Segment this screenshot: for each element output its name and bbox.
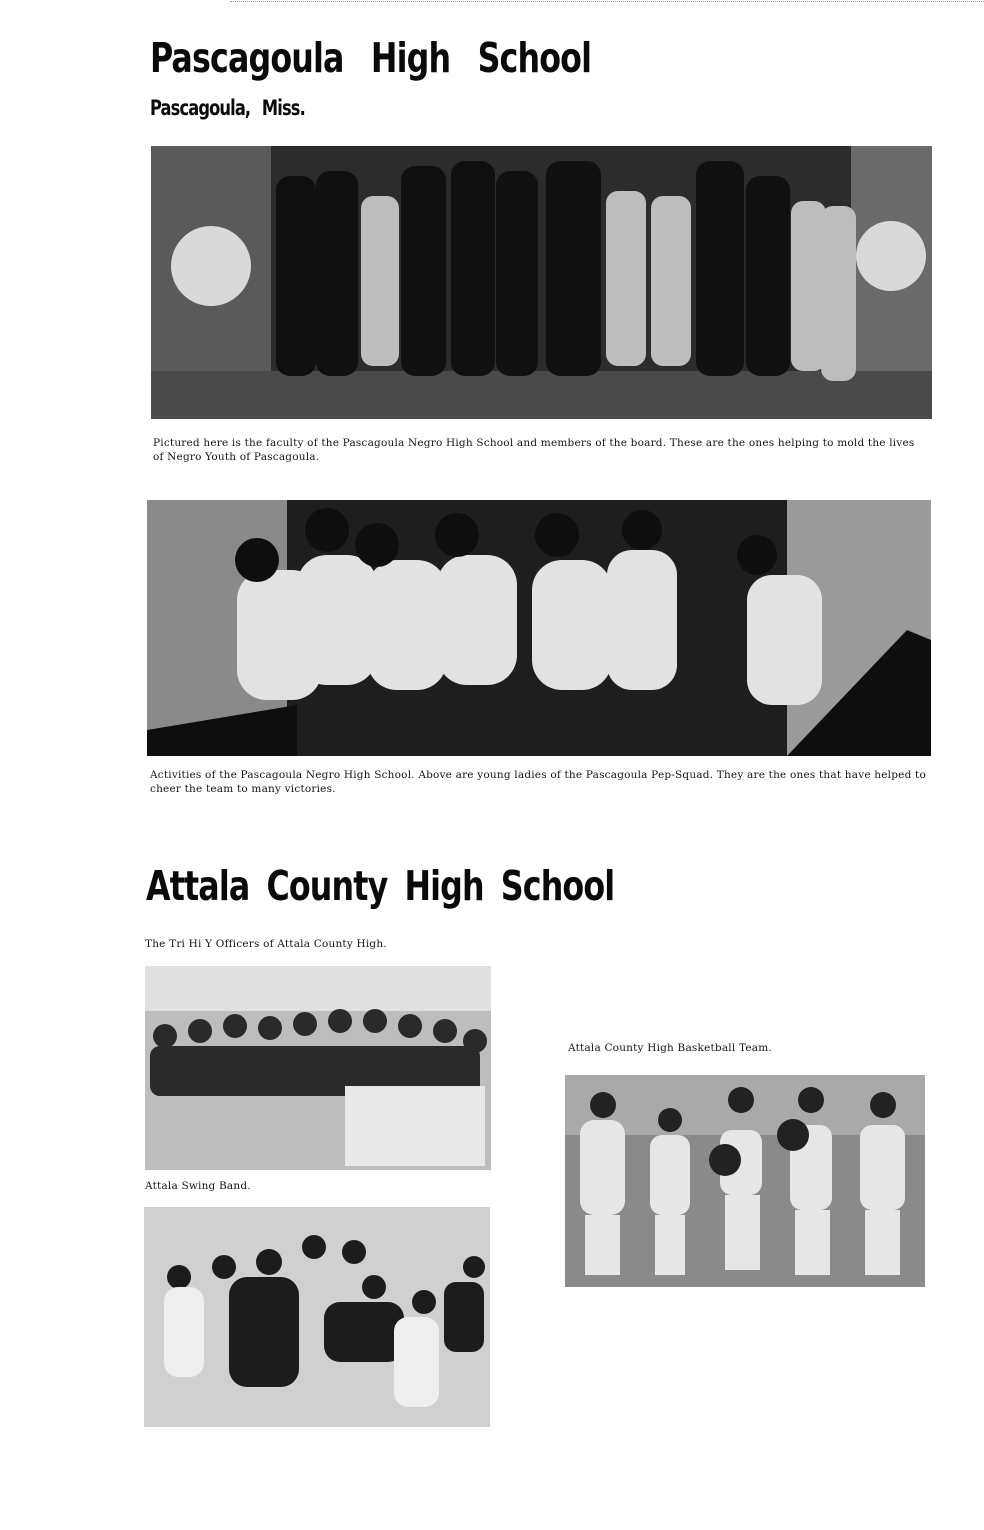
pascagoula-title: Pascagoula High School	[150, 34, 592, 82]
faculty-photo	[151, 146, 932, 419]
faculty-caption: Pictured here is the faculty of the Pascagoula Negro High School and members of the board. These are the ones helping to mold the lives of Negro Youth of Pascagoula.	[153, 437, 915, 463]
pascagoula-location: Pascagoula, Miss.	[150, 96, 305, 120]
tri-hi-y-photo	[145, 966, 491, 1170]
pep-squad-photo	[147, 500, 931, 756]
tri-hi-y-caption: The Tri Hi Y Officers of Attala County High.	[145, 938, 387, 950]
pep-squad-caption: Activities of the Pascagoula Negro High School. Above are young ladies of the Pascagoula Pep-Squad. They are the ones that have helped to cheer the team to many victories.	[150, 769, 926, 795]
basketball-team-photo	[565, 1075, 925, 1287]
basketball-caption: Attala County High Basketball Team.	[568, 1042, 772, 1054]
swing-band-caption: Attala Swing Band.	[145, 1180, 251, 1192]
top-dotted-rule	[230, 1, 984, 2]
swing-band-photo	[144, 1207, 490, 1427]
attala-title: Attala County High School	[146, 862, 615, 910]
